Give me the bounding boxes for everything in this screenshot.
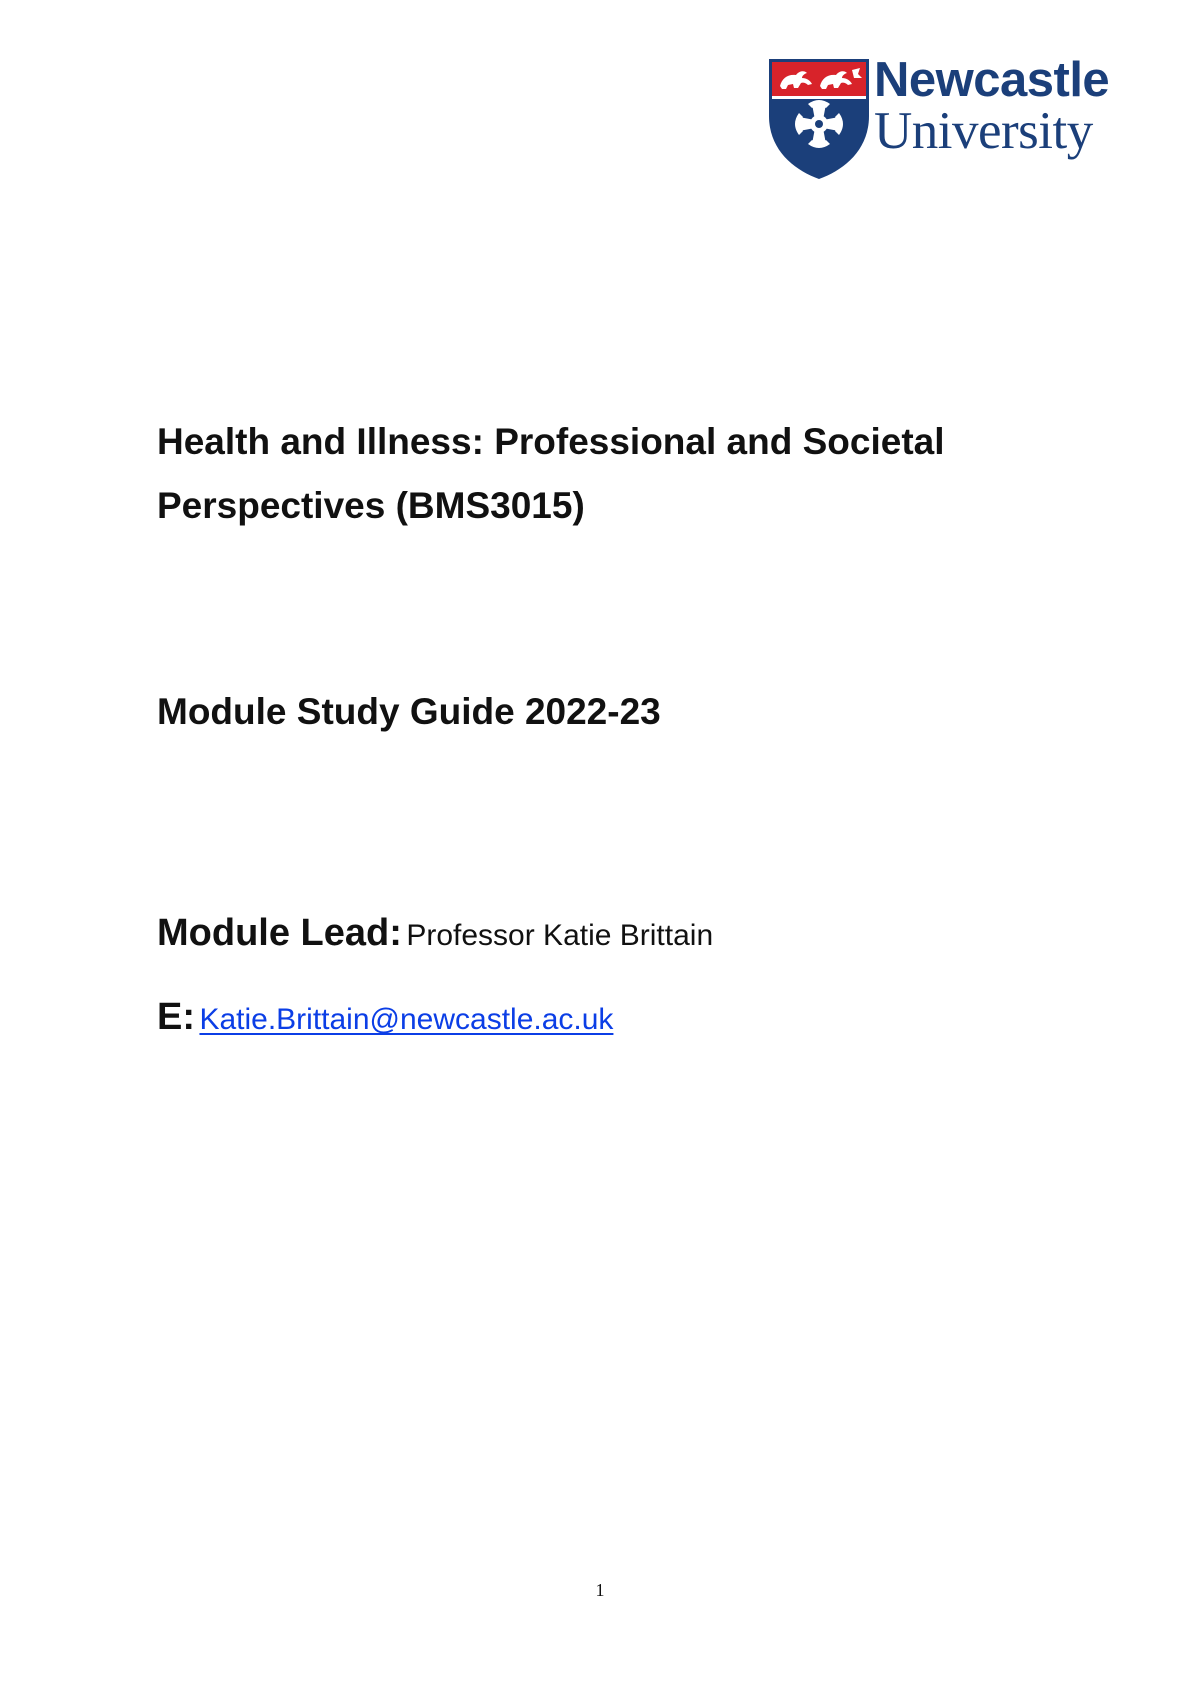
logo-line-newcastle: Newcastle — [874, 53, 1110, 107]
module-title: Health and Illness: Professional and Societal Perspectives (BMS3015) — [157, 421, 945, 526]
module-lead-label: Module Lead: — [157, 912, 402, 954]
module-lead-line — [157, 908, 713, 966]
module-study-guide-heading: Module Study Guide 2022-23 — [157, 691, 661, 732]
logo-line-university: University — [874, 102, 1093, 160]
university-logo — [768, 53, 1138, 182]
module-lead-name: Professor Katie Brittain — [406, 919, 714, 952]
university-wordmark — [874, 53, 1110, 160]
email-label: E: — [157, 996, 195, 1038]
university-crest-icon — [768, 58, 870, 180]
email-line — [157, 992, 613, 1050]
email-link[interactable]: Katie.Brittain@newcastle.ac.uk — [199, 1003, 614, 1036]
page-number: 1 — [595, 1580, 605, 1600]
